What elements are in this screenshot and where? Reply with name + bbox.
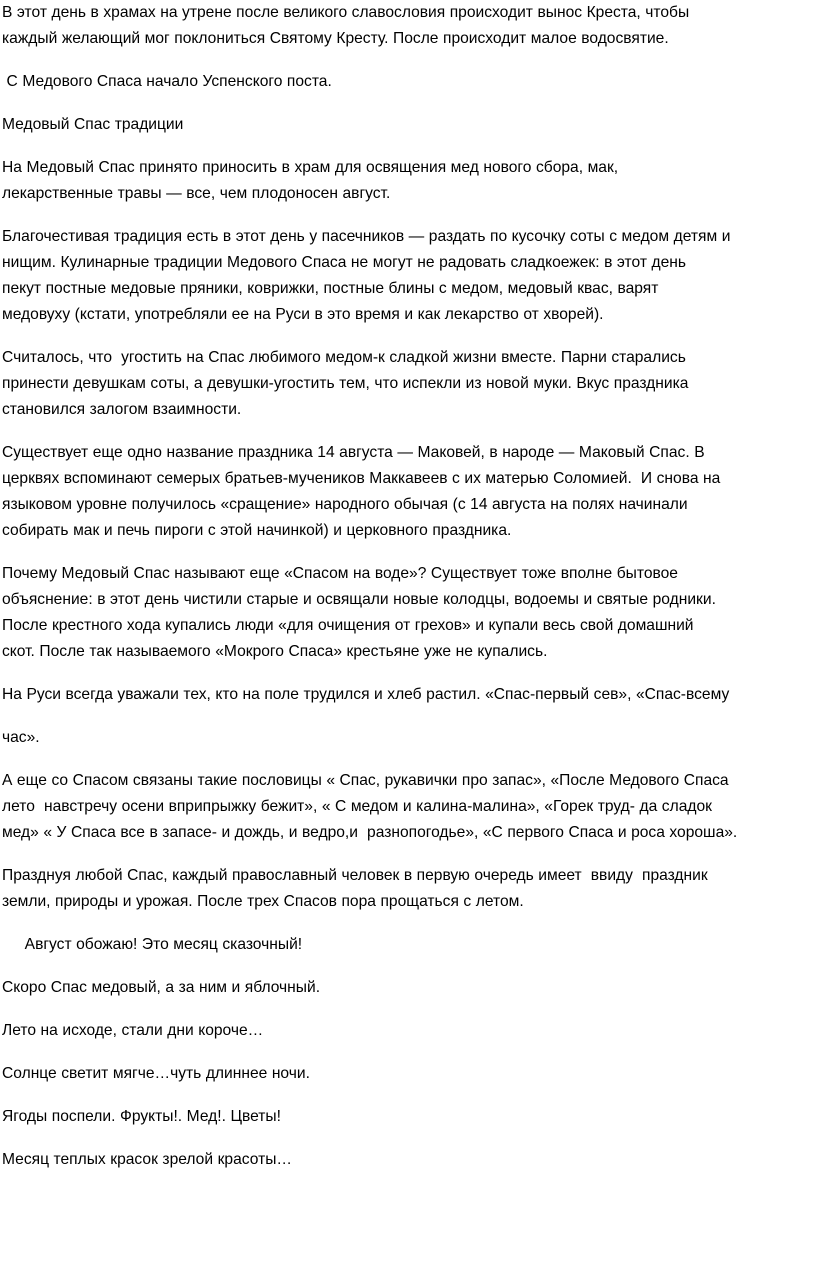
text-line: На Медовый Спас принято приносить в храм для освящения мед нового сбора, мак, xyxy=(2,159,619,176)
paragraph-harvest xyxy=(2,863,812,915)
text-line: медовуху (кстати, употребляли ее на Руси в это время и как лекарство от хворей). xyxy=(2,306,604,323)
text-line: нищим. Кулинарные традиции Медового Спаса не могут не радовать сладкоежек: в этот день xyxy=(2,254,687,271)
poem-line-1 xyxy=(2,932,812,958)
text-line: скот. После так называемого «Мокрого Спаса» крестьяне уже не купались. xyxy=(2,643,548,660)
poem-line-5 xyxy=(2,1104,812,1130)
text-line: Празднуя любой Спас, каждый православный человек в первую очередь имеет ввиду праздник xyxy=(2,867,708,884)
text-line: Благочестивая традиция есть в этот день у пасечников — раздать по кусочку соты с медом детям и xyxy=(2,228,731,245)
text-line: принести девушкам соты, а девушки-угостить тем, что испекли из новой муки. Вкус праздника xyxy=(2,375,689,392)
text-line: В этот день в храмах на утрене после великого славословия происходит вынос Креста, чтобы xyxy=(2,4,690,21)
text-line: лето навстречу осени вприпрыжку бежит», « С медом и калина-малина», «Горек труд- да сладок xyxy=(2,798,712,815)
paragraph-traditions-heading xyxy=(2,112,812,138)
text-line: становился залогом взаимности. xyxy=(2,401,242,418)
text-line: На Руси всегда уважали тех, кто на поле трудился и хлеб растил. «Спас-первый сев», «Спас-всему xyxy=(2,686,730,703)
text-line: Существует еще одно название праздника 14 августа — Маковей, в народе — Маковый Спас. В xyxy=(2,444,705,461)
text-line: собирать мак и печь пироги с этой начинкой) и церковного праздника. xyxy=(2,522,512,539)
poem-line-6 xyxy=(2,1147,812,1173)
text-line: Считалось, что угостить на Спас любимого медом-к сладкой жизни вместе. Парни старались xyxy=(2,349,686,366)
paragraph-beekeepers xyxy=(2,224,812,328)
paragraph-rus-respect xyxy=(2,682,812,708)
text-line: Скоро Спас медовый, а за ним и яблочный. xyxy=(2,979,321,996)
text-line: языковом уровне получилось «сращение» народного обычая (с 14 августа на полях начинали xyxy=(2,496,688,513)
poem-line-3 xyxy=(2,1018,812,1044)
text-line: Медовый Спас традиции xyxy=(2,116,184,133)
text-line: лекарственные травы — все, чем плодоносен август. xyxy=(2,185,391,202)
text-line: объяснение: в этот день чистили старые и освящали новые колодцы, водоемы и святые родники. xyxy=(2,591,716,608)
paragraph-makovey xyxy=(2,440,812,544)
text-line: Ягоды поспели. Фрукты!. Мед!. Цветы! xyxy=(2,1108,281,1125)
paragraph-rus-respect-end xyxy=(2,725,812,751)
poem-line-4 xyxy=(2,1061,812,1087)
text-line: земли, природы и урожая. После трех Спасов пора прощаться с летом. xyxy=(2,893,524,910)
text-line: церквях вспоминают семерых братьев-мучеников Маккавеев с их матерью Соломией. И снова на xyxy=(2,470,721,487)
paragraph-proverbs xyxy=(2,768,812,846)
paragraph-honey-blessing xyxy=(2,155,812,207)
text-line: Солнце светит мягче…чуть длиннее ночи. xyxy=(2,1065,310,1082)
text-line: пекут постные медовые пряники, коврижки, постные блины с медом, медовый квас, варят xyxy=(2,280,659,297)
paragraph-sweet-life xyxy=(2,345,812,423)
poem-line-2 xyxy=(2,975,812,1001)
text-line: час». xyxy=(2,729,40,746)
paragraph-fast-start xyxy=(2,69,812,95)
paragraph-cross-veneration xyxy=(2,0,812,52)
text-line: каждый желающий мог поклониться Святому Кресту. После происходит малое водосвятие. xyxy=(2,30,669,47)
paragraph-spas-on-water xyxy=(2,561,812,665)
text-line: После крестного хода купались люди «для очищения от грехов» и купали весь свой домашний xyxy=(2,617,694,634)
text-line: Почему Медовый Спас называют еще «Спасом на воде»? Существует тоже вполне бытовое xyxy=(2,565,678,582)
text-line: мед» « У Спаса все в запасе- и дождь, и ведро,и разнопогодье», «С первого Спаса и роса хороша». xyxy=(2,824,738,841)
text-line: Месяц теплых красок зрелой красоты… xyxy=(2,1151,293,1168)
text-line: Август обожаю! Это месяц сказочный! xyxy=(2,936,303,953)
text-line: Лето на исходе, стали дни короче… xyxy=(2,1022,264,1039)
text-line: С Медового Спаса начало Успенского поста. xyxy=(2,73,332,90)
text-line: А еще со Спасом связаны такие пословицы « Спас, рукавички про запас», «После Медового Спаса xyxy=(2,772,729,789)
